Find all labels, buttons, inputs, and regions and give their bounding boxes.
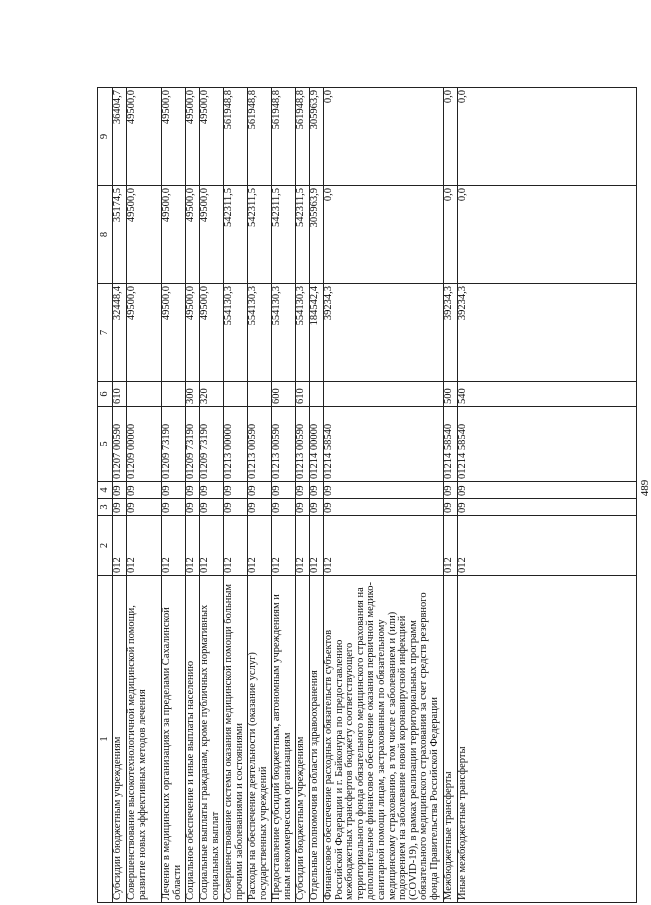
row-name: Отдельные полномочия в области здравоохранения [310,576,324,903]
section-code: 09 [200,499,224,516]
table-row [324,88,444,903]
amount-col7: 554130,3 [224,284,248,382]
row-name: Иные межбюджетные трансферты [458,576,637,903]
row-name: Субсидии бюджетным учреждениям [113,576,127,903]
ministry-code: 012 [186,516,200,576]
column-header: 7 [98,284,113,382]
target-article-code: 01214 00000 [310,407,324,482]
column-header: 8 [98,186,113,284]
amount-col7: 184542,4 [310,284,324,382]
column-header: 3 [98,499,113,516]
row-name: Совершенствование системы оказания медицинской помощи больным прочими заболеваниями и состояниями [224,576,248,903]
amount-col8: 542311,5 [248,186,272,284]
amount-col8: 0,0 [324,186,444,284]
section-code: 09 [162,499,186,516]
ministry-code: 012 [162,516,186,576]
amount-col7: 554130,3 [248,284,272,382]
section-code: 09 [272,499,296,516]
ministry-code: 012 [248,516,272,576]
ministry-code: 012 [310,516,324,576]
column-header: 9 [98,88,113,186]
expense-type-code [127,382,162,407]
amount-col7: 32448,4 [113,284,127,382]
amount-col7: 49500,0 [162,284,186,382]
section-code: 09 [248,499,272,516]
amount-col8: 0,0 [458,186,637,284]
expense-type-code: 320 [200,382,224,407]
amount-col8: 49500,0 [127,186,162,284]
expense-type-code [324,382,444,407]
table-row [113,88,127,903]
target-article-code: 01209 73190 [186,407,200,482]
section-code: 09 [186,499,200,516]
target-article-code: 01214 58540 [324,407,444,482]
ministry-code: 012 [272,516,296,576]
amount-col8: 542311,5 [272,186,296,284]
table-row [310,88,324,903]
subsection-code: 09 [272,482,296,499]
table-row [127,88,162,903]
expense-type-code [162,382,186,407]
target-article-code: 01213 00590 [296,407,310,482]
column-header: 2 [98,516,113,576]
subsection-code: 09 [127,482,162,499]
target-article-code: 01209 73190 [200,407,224,482]
row-name: Расходы на обеспечение деятельности (оказание услуг) государственных учреждений [248,576,272,903]
ministry-code: 012 [296,516,310,576]
subsection-code: 09 [296,482,310,499]
table-header-row [98,88,113,903]
subsection-code: 09 [224,482,248,499]
amount-col9: 561948,8 [248,88,272,186]
table-row [248,88,272,903]
table-row [458,88,637,903]
table-row [296,88,310,903]
ministry-code: 012 [224,516,248,576]
amount-col8: 305963,9 [310,186,324,284]
expense-type-code: 610 [296,382,310,407]
expense-type-code: 540 [458,382,637,407]
target-article-code: 01214 58540 [444,407,458,482]
amount-col9: 0,0 [324,88,444,186]
table-row [272,88,296,903]
expense-type-code [310,382,324,407]
amount-col7: 554130,3 [296,284,310,382]
row-name: Межбюджетные трансферты [444,576,458,903]
section-code: 09 [224,499,248,516]
amount-col8: 0,0 [444,186,458,284]
amount-col7: 39234,3 [458,284,637,382]
amount-col9: 49500,0 [186,88,200,186]
amount-col9: 561948,8 [296,88,310,186]
amount-col8: 49500,0 [162,186,186,284]
amount-col7: 39234,3 [324,284,444,382]
section-code: 09 [113,499,127,516]
subsection-code: 09 [200,482,224,499]
expense-type-code: 600 [272,382,296,407]
table-row [200,88,224,903]
ministry-code: 012 [444,516,458,576]
budget-table [97,87,637,903]
expense-type-code [248,382,272,407]
amount-col7: 49500,0 [127,284,162,382]
target-article-code: 01213 00590 [272,407,296,482]
amount-col9: 0,0 [444,88,458,186]
subsection-code: 09 [324,482,444,499]
amount-col9: 49500,0 [127,88,162,186]
amount-col7: 49500,0 [186,284,200,382]
table-row [162,88,186,903]
section-code: 09 [444,499,458,516]
row-name: Финансовое обеспечение расходных обязательств субъектов Российской Федерации и г. Байконура по предоставлению межбюджетных трансфертов бюджету соответствующего территориального фонда обязательного медицинского страхования на дополнительное финансовое обеспечение оказания первичной медико-санитарной помощи лицам, застрахованным по обязательному медицинскому страхованию, в том числе с заболеванием и (или) подозрением на заболевание новой коронавирусной инфекцией (COVID-19), в рамках реализации территориальных программ обязательного медицинского страхования за счет средств резервного фонда Правительства Российской Федерации [324,576,444,903]
amount-col9: 49500,0 [200,88,224,186]
column-header: 4 [98,482,113,499]
subsection-code: 09 [444,482,458,499]
subsection-code: 09 [248,482,272,499]
column-header: 5 [98,407,113,482]
expense-type-code: 500 [444,382,458,407]
amount-col8: 542311,5 [296,186,310,284]
row-name: Субсидии бюджетным учреждениям [296,576,310,903]
amount-col9: 0,0 [458,88,637,186]
amount-col7: 39234,3 [444,284,458,382]
amount-col9: 561948,8 [224,88,248,186]
amount-col7: 49500,0 [200,284,224,382]
target-article-code: 01209 73190 [162,407,186,482]
amount-col7: 554130,3 [272,284,296,382]
target-article-code: 01213 00590 [248,407,272,482]
column-header: 6 [98,382,113,407]
subsection-code: 09 [186,482,200,499]
table-row [444,88,458,903]
ministry-code: 012 [127,516,162,576]
row-name: Совершенствование высокотехнологичной медицинской помощи, развитие новых эффективных методов лечения [127,576,162,903]
section-code: 09 [458,499,637,516]
subsection-code: 09 [310,482,324,499]
row-name: Предоставление субсидий бюджетным, автономным учреждениям и иным некоммерческим организациям [272,576,296,903]
table-row [186,88,200,903]
amount-col9: 561948,8 [272,88,296,186]
expense-type-code: 610 [113,382,127,407]
column-header: 1 [98,576,113,903]
expense-type-code [224,382,248,407]
amount-col9: 36404,7 [113,88,127,186]
section-code: 09 [324,499,444,516]
section-code: 09 [296,499,310,516]
ministry-code: 012 [200,516,224,576]
amount-col8: 35174,5 [113,186,127,284]
amount-col8: 49500,0 [186,186,200,284]
amount-col8: 542311,5 [224,186,248,284]
target-article-code: 01209 00000 [127,407,162,482]
target-article-code: 01207 00590 [113,407,127,482]
target-article-code: 01214 58540 [458,407,637,482]
amount-col9: 49500,0 [162,88,186,186]
amount-col8: 49500,0 [200,186,224,284]
row-name: Социальные выплаты гражданам, кроме публичных нормативных социальных выплат [200,576,224,903]
row-name: Социальное обеспечение и иные выплаты населению [186,576,200,903]
ministry-code: 012 [324,516,444,576]
subsection-code: 09 [162,482,186,499]
section-code: 09 [310,499,324,516]
page-number: 489 [639,479,651,497]
table-row [224,88,248,903]
subsection-code: 09 [458,482,637,499]
rotated-page [97,88,651,903]
ministry-code: 012 [113,516,127,576]
target-article-code: 01213 00000 [224,407,248,482]
row-name: Лечение в медицинских организациях за пределами Сахалинской области [162,576,186,903]
ministry-code: 012 [458,516,637,576]
amount-col9: 305963,9 [310,88,324,186]
expense-type-code: 300 [186,382,200,407]
subsection-code: 09 [113,482,127,499]
section-code: 09 [127,499,162,516]
